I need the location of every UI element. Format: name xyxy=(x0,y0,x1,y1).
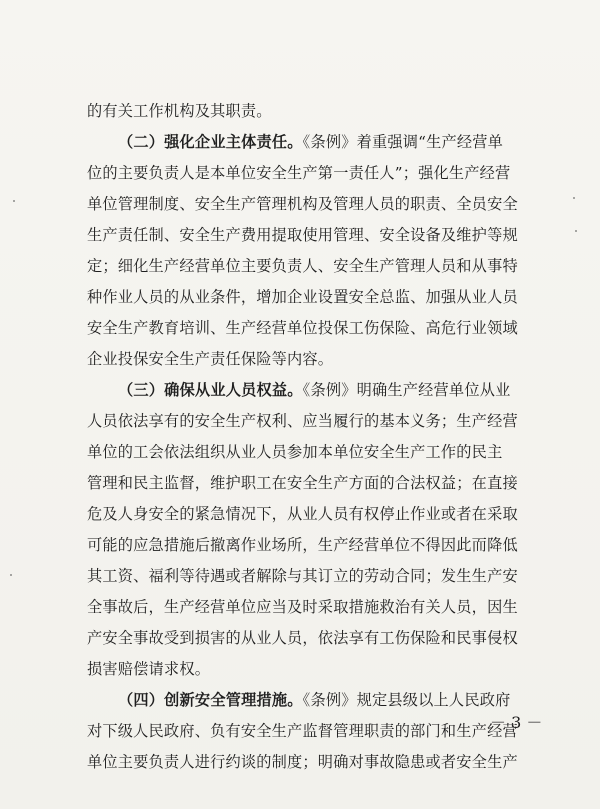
section-three-first-line-rest: 《条例》明确生产经营单位从业 xyxy=(302,381,511,399)
text-line-11: 人员依法享有的安全生产权利、应当履行的基本义务；生产经营 xyxy=(87,412,518,430)
text-line-13: 管理和民主监督，维护职工在安全生产方面的合法权益；在直接 xyxy=(87,474,518,492)
text-line-4: 单位管理制度、安全生产管理机构及管理人员的职责、全员安全 xyxy=(87,195,518,213)
section-two-first-line xyxy=(87,127,547,158)
text-line-22: 单位主要负责人进行约谈的制度；明确对事故隐患或者安全生产 xyxy=(87,753,518,771)
text-line-1: 的有关工作机构及其职责。 xyxy=(87,102,272,120)
text-line-19: 损害赔偿请求权。 xyxy=(87,660,211,678)
section-two-heading: （二）强化企业主体责任。 xyxy=(118,133,303,151)
document-body xyxy=(87,96,547,778)
scan-dot xyxy=(573,197,575,199)
text-line-16: 其工资、福利等待遇或者解除与其订立的劳动合同；发生生产安 xyxy=(87,567,518,585)
section-four-heading: （四）创新安全管理措施。 xyxy=(118,691,303,709)
text-line-3: 位的主要负责人是本单位安全生产第一责任人”；强化生产经营 xyxy=(87,164,511,182)
text-line-8: 安全生产教育培训、生产经营单位投保工伤保险、高危行业领域 xyxy=(87,319,518,337)
page-number: － 3 － xyxy=(490,713,543,732)
text-line-6: 定；细化生产经营单位主要负责人、安全生产管理人员和从事特 xyxy=(87,257,518,275)
section-four-first-line xyxy=(87,685,547,716)
section-two-first-line-rest: 《条例》着重强调“生产经营单 xyxy=(302,133,504,151)
section-three-first-line xyxy=(87,375,547,406)
text-line-15: 可能的应急措施后撤离作业场所，生产经营单位不得因此而降低 xyxy=(87,536,518,554)
text-line-18: 产安全事故受到损害的从业人员，依法享有工伤保险和民事侵权 xyxy=(87,629,518,647)
section-four-first-line-rest: 《条例》规定县级以上人民政府 xyxy=(302,691,511,709)
text-line-5: 生产责任制、安全生产费用提取使用管理、安全设备及维护等规 xyxy=(87,226,518,244)
text-line-12: 单位的工会依法组织从业人员参加本单位安全生产工作的民主 xyxy=(87,443,503,461)
text-line-14: 危及人身安全的紧急情况下，从业人员有权停止作业或者在采取 xyxy=(87,505,518,523)
text-line-7: 种作业人员的从业条件，增加企业设置安全总监、加强从业人员 xyxy=(87,288,518,306)
scan-dot xyxy=(575,230,577,232)
text-line-21: 对下级人民政府、负有安全生产监督管理职责的部门和生产经营 xyxy=(87,722,518,740)
text-line-17: 全事故后，生产经营单位应当及时采取措施救治有关人员，因生 xyxy=(87,598,518,616)
scan-dot xyxy=(13,200,15,202)
text-line-9: 企业投保安全生产责任保险等内容。 xyxy=(87,350,334,368)
scan-dot xyxy=(10,574,12,576)
section-three-heading: （三）确保从业人员权益。 xyxy=(118,381,303,399)
